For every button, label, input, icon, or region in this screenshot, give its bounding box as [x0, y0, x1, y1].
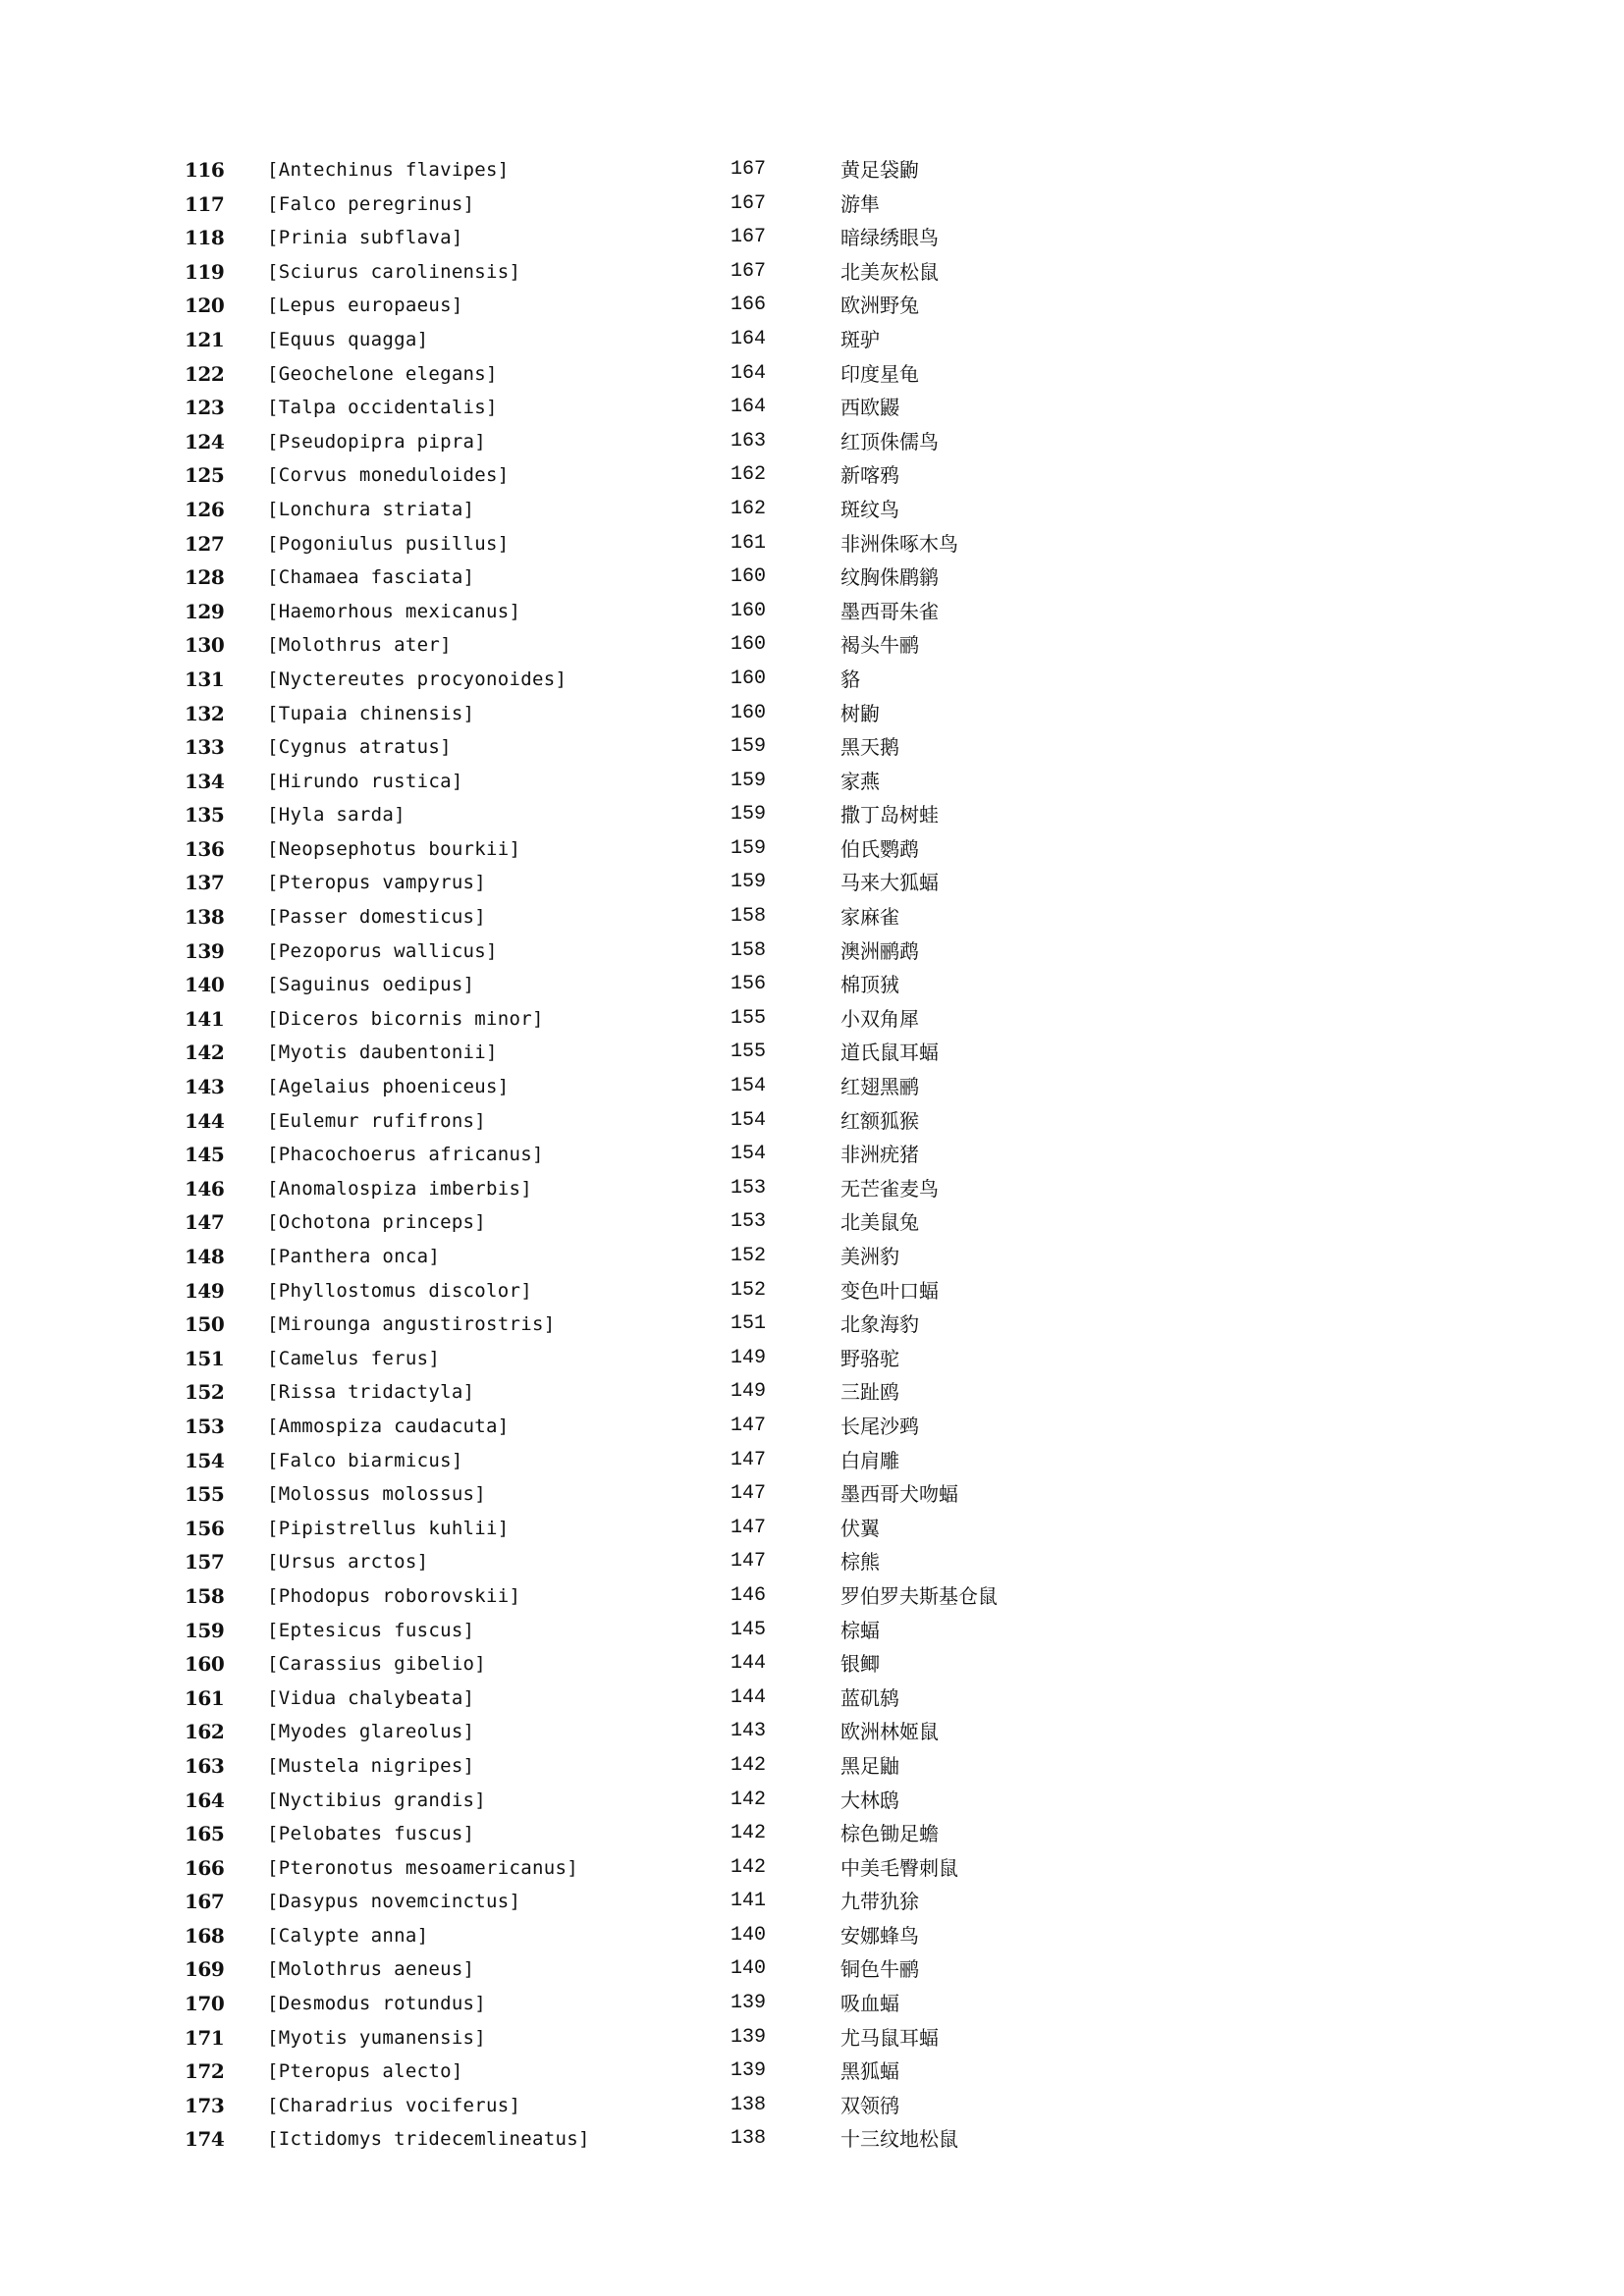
chinese-name-cell: 红顶侏儒鸟: [840, 429, 939, 454]
table-row: [0, 1070, 1624, 1104]
count-cell: 158: [731, 905, 767, 929]
count-cell: 149: [731, 1380, 767, 1404]
count-cell: 147: [731, 1516, 767, 1539]
rank-cell: 174: [185, 2127, 225, 2152]
chinese-name-cell: 树鼩: [840, 701, 880, 725]
count-cell: 154: [731, 1075, 767, 1098]
table-row: [0, 458, 1624, 493]
scientific-name-cell: [Ochotona princeps]: [267, 1211, 487, 1234]
scientific-name-cell: [Molossus molossus]: [267, 1483, 487, 1506]
scientific-name-cell: [Dasypus novemcinctus]: [267, 1891, 521, 1913]
chinese-name-cell: 野骆驼: [840, 1346, 899, 1370]
chinese-name-cell: 安娜蜂鸟: [840, 1923, 919, 1948]
chinese-name-cell: 变色叶口蝠: [840, 1278, 939, 1303]
count-cell: 145: [731, 1618, 767, 1641]
count-cell: 142: [731, 1753, 767, 1777]
rank-cell: 159: [185, 1618, 225, 1642]
rank-cell: 130: [185, 633, 225, 658]
table-row: [0, 1205, 1624, 1240]
scientific-name-cell: [Falco peregrinus]: [267, 192, 475, 215]
rank-cell: 172: [185, 2059, 225, 2084]
chinese-name-cell: 尤马鼠耳蝠: [840, 2025, 939, 2050]
chinese-name-cell: 双领鸻: [840, 2093, 899, 2117]
chinese-name-cell: 欧洲野兔: [840, 294, 919, 318]
table-row: [0, 255, 1624, 290]
scientific-name-cell: [Molothrus aeneus]: [267, 1958, 475, 1981]
count-cell: 139: [731, 2025, 767, 2049]
chinese-name-cell: 棉顶狨: [840, 973, 899, 997]
count-cell: 160: [731, 633, 767, 657]
chinese-name-cell: 银鲫: [840, 1652, 880, 1677]
chinese-name-cell: 欧洲林姬鼠: [840, 1720, 939, 1744]
chinese-name-cell: 北美灰松鼠: [840, 259, 939, 284]
table-row: [0, 900, 1624, 934]
scientific-name-cell: [Antechinus flavipes]: [267, 159, 510, 181]
chinese-name-cell: 澳洲鹂鹉: [840, 938, 919, 963]
scientific-name-cell: [Cygnus atratus]: [267, 736, 452, 759]
scientific-name-cell: [Mustela nigripes]: [267, 1754, 475, 1777]
table-row: [0, 1410, 1624, 1444]
scientific-name-cell: [Passer domesticus]: [267, 906, 487, 929]
scientific-name-cell: [Pseudopipra pipra]: [267, 430, 487, 453]
chinese-name-cell: 非洲侏啄木鸟: [840, 531, 958, 556]
rank-cell: 133: [185, 735, 225, 760]
table-row: [0, 1987, 1624, 2021]
rank-cell: 123: [185, 396, 225, 420]
chinese-name-cell: 暗绿绣眼鸟: [840, 226, 939, 250]
count-cell: 155: [731, 1006, 767, 1030]
rank-cell: 163: [185, 1753, 225, 1778]
table-row: [0, 1715, 1624, 1749]
rank-cell: 143: [185, 1075, 225, 1099]
chinese-name-cell: 九带犰狳: [840, 1890, 919, 1914]
chinese-name-cell: 墨西哥犬吻蝠: [840, 1482, 958, 1507]
table-row: [0, 391, 1624, 425]
chinese-name-cell: 棕蝠: [840, 1618, 880, 1642]
chinese-name-cell: 黄足袋鼩: [840, 158, 919, 182]
count-cell: 167: [731, 191, 767, 215]
table-row: [0, 1138, 1624, 1172]
chinese-name-cell: 斑驴: [840, 327, 880, 351]
count-cell: 144: [731, 1685, 767, 1709]
chinese-name-cell: 伏翼: [840, 1516, 880, 1540]
scientific-name-cell: [Ictidomys tridecemlineatus]: [267, 2128, 590, 2151]
chinese-name-cell: 十三纹地松鼠: [840, 2127, 958, 2152]
scientific-name-cell: [Sciurus carolinensis]: [267, 260, 521, 283]
table-row: [0, 221, 1624, 255]
rank-cell: 137: [185, 871, 225, 895]
chinese-name-cell: 无芒雀麦鸟: [840, 1176, 939, 1201]
count-cell: 159: [731, 803, 767, 827]
rank-cell: 145: [185, 1143, 225, 1167]
table-row: [0, 1647, 1624, 1682]
scientific-name-cell: [Tupaia chinensis]: [267, 702, 475, 724]
count-cell: 139: [731, 2059, 767, 2083]
rank-cell: 124: [185, 429, 225, 454]
table-row: [0, 1579, 1624, 1614]
table-row: [0, 153, 1624, 187]
chinese-name-cell: 非洲疣猪: [840, 1143, 919, 1167]
scientific-name-cell: [Saguinus oedipus]: [267, 974, 475, 996]
table-row: [0, 1240, 1624, 1274]
scientific-name-cell: [Ursus arctos]: [267, 1551, 429, 1574]
chinese-name-cell: 美洲豹: [840, 1245, 899, 1268]
table-row: [0, 628, 1624, 663]
count-cell: 141: [731, 1890, 767, 1913]
table-row: [0, 357, 1624, 392]
table-row: [0, 1682, 1624, 1716]
count-cell: 163: [731, 429, 767, 453]
chinese-name-cell: 西欧鼹: [840, 396, 899, 420]
count-cell: 167: [731, 259, 767, 283]
count-cell: 160: [731, 667, 767, 690]
rank-cell: 127: [185, 531, 225, 556]
scientific-name-cell: [Pelobates fuscus]: [267, 1823, 475, 1845]
rank-cell: 151: [185, 1346, 225, 1370]
rank-cell: 147: [185, 1210, 225, 1235]
count-cell: 155: [731, 1041, 767, 1064]
table-row: [0, 1036, 1624, 1070]
rank-cell: 146: [185, 1176, 225, 1201]
rank-cell: 157: [185, 1550, 225, 1575]
chinese-name-cell: 黑天鹅: [840, 735, 899, 760]
count-cell: 153: [731, 1210, 767, 1234]
table-row: [0, 2021, 1624, 2056]
table-row: [0, 425, 1624, 459]
scientific-name-cell: [Eptesicus fuscus]: [267, 1619, 475, 1641]
table-row: [0, 1308, 1624, 1342]
rank-cell: 118: [185, 226, 225, 250]
count-cell: 162: [731, 497, 767, 520]
rank-cell: 168: [185, 1923, 225, 1948]
rank-cell: 126: [185, 497, 225, 521]
count-cell: 153: [731, 1176, 767, 1200]
rank-cell: 141: [185, 1006, 225, 1031]
scientific-name-cell: [Calypte anna]: [267, 1924, 429, 1947]
chinese-name-cell: 道氏鼠耳蝠: [840, 1041, 939, 1065]
chinese-name-cell: 马来大狐蝠: [840, 871, 939, 895]
scientific-name-cell: [Corvus moneduloides]: [267, 464, 510, 487]
table-row: [0, 1749, 1624, 1784]
scientific-name-cell: [Haemorhous mexicanus]: [267, 600, 521, 622]
count-cell: 160: [731, 565, 767, 589]
table-row: [0, 595, 1624, 629]
chinese-name-cell: 长尾沙鹀: [840, 1414, 919, 1438]
scientific-name-cell: [Phyllostomus discolor]: [267, 1279, 532, 1302]
table-row: [0, 1919, 1624, 1953]
table-row: [0, 798, 1624, 832]
rank-cell: 138: [185, 905, 225, 930]
rank-cell: 149: [185, 1278, 225, 1303]
scientific-name-cell: [Falco biarmicus]: [267, 1449, 463, 1471]
table-row: [0, 1104, 1624, 1139]
chinese-name-cell: 黑足鼬: [840, 1753, 899, 1778]
rank-cell: 119: [185, 259, 225, 284]
count-cell: 142: [731, 1822, 767, 1845]
scientific-name-cell: [Lepus europaeus]: [267, 294, 463, 317]
table-row: [0, 1784, 1624, 1818]
rank-cell: 144: [185, 1108, 225, 1133]
count-cell: 167: [731, 158, 767, 181]
scientific-name-cell: [Chamaea fasciata]: [267, 566, 475, 589]
chinese-name-cell: 斑纹鸟: [840, 497, 899, 521]
rank-cell: 135: [185, 803, 225, 828]
rank-cell: 170: [185, 1992, 225, 2016]
chinese-name-cell: 伯氏鹦鹉: [840, 836, 919, 861]
count-cell: 149: [731, 1346, 767, 1369]
scientific-name-cell: [Phodopus roborovskii]: [267, 1584, 521, 1607]
scientific-name-cell: [Pteropus alecto]: [267, 2060, 463, 2083]
table-row: [0, 1274, 1624, 1308]
table-row: [0, 1545, 1624, 1579]
table-row: [0, 1444, 1624, 1478]
rank-cell: 167: [185, 1890, 225, 1914]
count-cell: 152: [731, 1245, 767, 1267]
table-row: [0, 1172, 1624, 1206]
table-row: [0, 765, 1624, 799]
table-row: [0, 187, 1624, 222]
table-row: [0, 1002, 1624, 1037]
rank-cell: 162: [185, 1720, 225, 1744]
scientific-name-cell: [Pezoporus wallicus]: [267, 939, 498, 962]
chinese-name-cell: 新喀鸦: [840, 463, 899, 488]
scientific-name-cell: [Nyctibius grandis]: [267, 1789, 487, 1811]
chinese-name-cell: 白肩雕: [840, 1448, 899, 1472]
rank-cell: 128: [185, 565, 225, 590]
chinese-name-cell: 棕色锄足蟾: [840, 1822, 939, 1846]
rank-cell: 121: [185, 327, 225, 351]
table-row: [0, 2122, 1624, 2157]
chinese-name-cell: 北象海豹: [840, 1312, 919, 1337]
rank-cell: 154: [185, 1448, 225, 1472]
chinese-name-cell: 红额狐猴: [840, 1108, 919, 1133]
chinese-name-cell: 铜色牛鹂: [840, 1957, 919, 1982]
table-row: [0, 1817, 1624, 1851]
count-cell: 164: [731, 361, 767, 385]
count-cell: 152: [731, 1278, 767, 1302]
count-cell: 156: [731, 973, 767, 996]
count-cell: 147: [731, 1448, 767, 1471]
rank-cell: 158: [185, 1583, 225, 1608]
count-cell: 138: [731, 2093, 767, 2116]
scientific-name-cell: [Hyla sarda]: [267, 804, 406, 827]
count-cell: 142: [731, 1788, 767, 1811]
rank-cell: 152: [185, 1380, 225, 1405]
rank-cell: 125: [185, 463, 225, 488]
count-cell: 138: [731, 2127, 767, 2151]
chinese-name-cell: 家麻雀: [840, 905, 899, 930]
rank-cell: 139: [185, 938, 225, 963]
chinese-name-cell: 中美毛臀刺鼠: [840, 1855, 958, 1880]
chinese-name-cell: 红翅黑鹂: [840, 1075, 919, 1099]
count-cell: 166: [731, 294, 767, 317]
table-row: [0, 1952, 1624, 1987]
scientific-name-cell: [Myotis daubentonii]: [267, 1041, 498, 1064]
count-cell: 158: [731, 938, 767, 962]
count-cell: 164: [731, 396, 767, 419]
table-row: [0, 730, 1624, 765]
rank-cell: 116: [185, 158, 225, 182]
rank-cell: 169: [185, 1957, 225, 1982]
table-row: [0, 1851, 1624, 1886]
chinese-name-cell: 大林鸱: [840, 1788, 899, 1812]
rank-cell: 171: [185, 2025, 225, 2050]
scientific-name-cell: [Molothrus ater]: [267, 634, 452, 657]
scientific-name-cell: [Hirundo rustica]: [267, 770, 463, 792]
scientific-name-cell: [Talpa occidentalis]: [267, 397, 498, 419]
scientific-name-cell: [Vidua chalybeata]: [267, 1686, 475, 1709]
count-cell: 144: [731, 1652, 767, 1676]
scientific-name-cell: [Neopsephotus bourkii]: [267, 837, 521, 860]
scientific-name-cell: [Phacochoerus africanus]: [267, 1144, 544, 1166]
rank-cell: 161: [185, 1685, 225, 1710]
table-row: [0, 1342, 1624, 1376]
rank-cell: 131: [185, 667, 225, 691]
table-row: [0, 1885, 1624, 1919]
scientific-name-cell: [Eulemur rufifrons]: [267, 1109, 487, 1132]
table-row: [0, 1375, 1624, 1410]
chinese-name-cell: 褐头牛鹂: [840, 633, 919, 658]
chinese-name-cell: 罗伯罗夫斯基仓鼠: [840, 1583, 998, 1608]
table-row: [0, 968, 1624, 1002]
chinese-name-cell: 貉: [840, 667, 860, 691]
rank-cell: 142: [185, 1041, 225, 1065]
rank-cell: 129: [185, 599, 225, 623]
scientific-name-cell: [Equus quagga]: [267, 328, 429, 350]
count-cell: 146: [731, 1583, 767, 1607]
count-cell: 140: [731, 1957, 767, 1981]
chinese-name-cell: 印度星龟: [840, 361, 919, 386]
scientific-name-cell: [Pogoniulus pusillus]: [267, 532, 510, 555]
chinese-name-cell: 吸血蝠: [840, 1992, 899, 2016]
scientific-name-cell: [Nyctereutes procyonoides]: [267, 667, 568, 690]
rank-cell: 150: [185, 1312, 225, 1337]
count-cell: 164: [731, 327, 767, 350]
chinese-name-cell: 游隼: [840, 191, 880, 216]
chinese-name-cell: 墨西哥朱雀: [840, 599, 939, 623]
count-cell: 159: [731, 769, 767, 792]
scientific-name-cell: [Myotis yumanensis]: [267, 2026, 487, 2049]
rank-cell: 160: [185, 1652, 225, 1677]
rank-cell: 153: [185, 1414, 225, 1438]
scientific-name-cell: [Myodes glareolus]: [267, 1721, 475, 1743]
chinese-name-cell: 三趾鸥: [840, 1380, 899, 1405]
table-row: [0, 493, 1624, 527]
rank-cell: 120: [185, 294, 225, 318]
scientific-name-cell: [Ammospiza caudacuta]: [267, 1415, 510, 1437]
scientific-name-cell: [Charadrius vociferus]: [267, 2094, 521, 2116]
rank-cell: 132: [185, 701, 225, 725]
scientific-name-cell: [Diceros bicornis minor]: [267, 1007, 544, 1030]
table-row: [0, 323, 1624, 357]
rank-cell: 173: [185, 2093, 225, 2117]
table-row: [0, 527, 1624, 561]
table-row: [0, 832, 1624, 867]
scientific-name-cell: [Agelaius phoeniceus]: [267, 1076, 510, 1098]
count-cell: 147: [731, 1482, 767, 1506]
count-cell: 159: [731, 735, 767, 759]
count-cell: 151: [731, 1312, 767, 1336]
rank-cell: 122: [185, 361, 225, 386]
rank-cell: 166: [185, 1855, 225, 1880]
chinese-name-cell: 家燕: [840, 769, 880, 793]
chinese-name-cell: 纹胸侏鹛鹟: [840, 565, 939, 590]
count-cell: 162: [731, 463, 767, 487]
scientific-name-cell: [Pteropus vampyrus]: [267, 872, 487, 894]
scientific-name-cell: [Carassius gibelio]: [267, 1653, 487, 1676]
scientific-name-cell: [Pipistrellus kuhlii]: [267, 1517, 510, 1539]
scientific-name-cell: [Camelus ferus]: [267, 1347, 441, 1369]
rank-cell: 164: [185, 1788, 225, 1812]
chinese-name-cell: 黑狐蝠: [840, 2059, 899, 2084]
count-cell: 161: [731, 531, 767, 555]
table-row: [0, 663, 1624, 697]
chinese-name-cell: 北美鼠兔: [840, 1210, 919, 1235]
rank-cell: 155: [185, 1482, 225, 1507]
chinese-name-cell: 小双角犀: [840, 1006, 919, 1031]
count-cell: 160: [731, 599, 767, 622]
species-table: [0, 153, 1624, 2157]
count-cell: 139: [731, 1992, 767, 2015]
table-row: [0, 289, 1624, 323]
rank-cell: 134: [185, 769, 225, 793]
scientific-name-cell: [Lonchura striata]: [267, 498, 475, 520]
table-row: [0, 1614, 1624, 1648]
table-row: [0, 2055, 1624, 2089]
table-row: [0, 2089, 1624, 2123]
scientific-name-cell: [Prinia subflava]: [267, 227, 463, 249]
scientific-name-cell: [Rissa tridactyla]: [267, 1381, 475, 1404]
count-cell: 159: [731, 836, 767, 860]
table-row: [0, 866, 1624, 900]
rank-cell: 165: [185, 1822, 225, 1846]
scientific-name-cell: [Anomalospiza imberbis]: [267, 1177, 532, 1200]
count-cell: 147: [731, 1550, 767, 1574]
count-cell: 142: [731, 1855, 767, 1879]
table-row: [0, 1512, 1624, 1546]
rank-cell: 148: [185, 1245, 225, 1268]
rank-cell: 117: [185, 191, 225, 216]
table-row: [0, 934, 1624, 969]
count-cell: 160: [731, 701, 767, 724]
scientific-name-cell: [Panthera onca]: [267, 1246, 441, 1267]
count-cell: 167: [731, 226, 767, 249]
scientific-name-cell: [Mirounga angustirostris]: [267, 1313, 556, 1336]
chinese-name-cell: 蓝矶鸫: [840, 1685, 899, 1710]
table-row: [0, 697, 1624, 731]
count-cell: 143: [731, 1720, 767, 1743]
scientific-name-cell: [Pteronotus mesoamericanus]: [267, 1856, 578, 1879]
count-cell: 140: [731, 1923, 767, 1947]
table-row: [0, 561, 1624, 595]
rank-cell: 140: [185, 973, 225, 997]
count-cell: 154: [731, 1108, 767, 1132]
table-row: [0, 1477, 1624, 1512]
chinese-name-cell: 撒丁岛树蛙: [840, 803, 939, 828]
count-cell: 154: [731, 1143, 767, 1166]
count-cell: 147: [731, 1414, 767, 1437]
rank-cell: 156: [185, 1516, 225, 1540]
chinese-name-cell: 棕熊: [840, 1550, 880, 1575]
scientific-name-cell: [Desmodus rotundus]: [267, 1993, 487, 2015]
rank-cell: 136: [185, 836, 225, 861]
scientific-name-cell: [Geochelone elegans]: [267, 362, 498, 385]
count-cell: 159: [731, 871, 767, 894]
